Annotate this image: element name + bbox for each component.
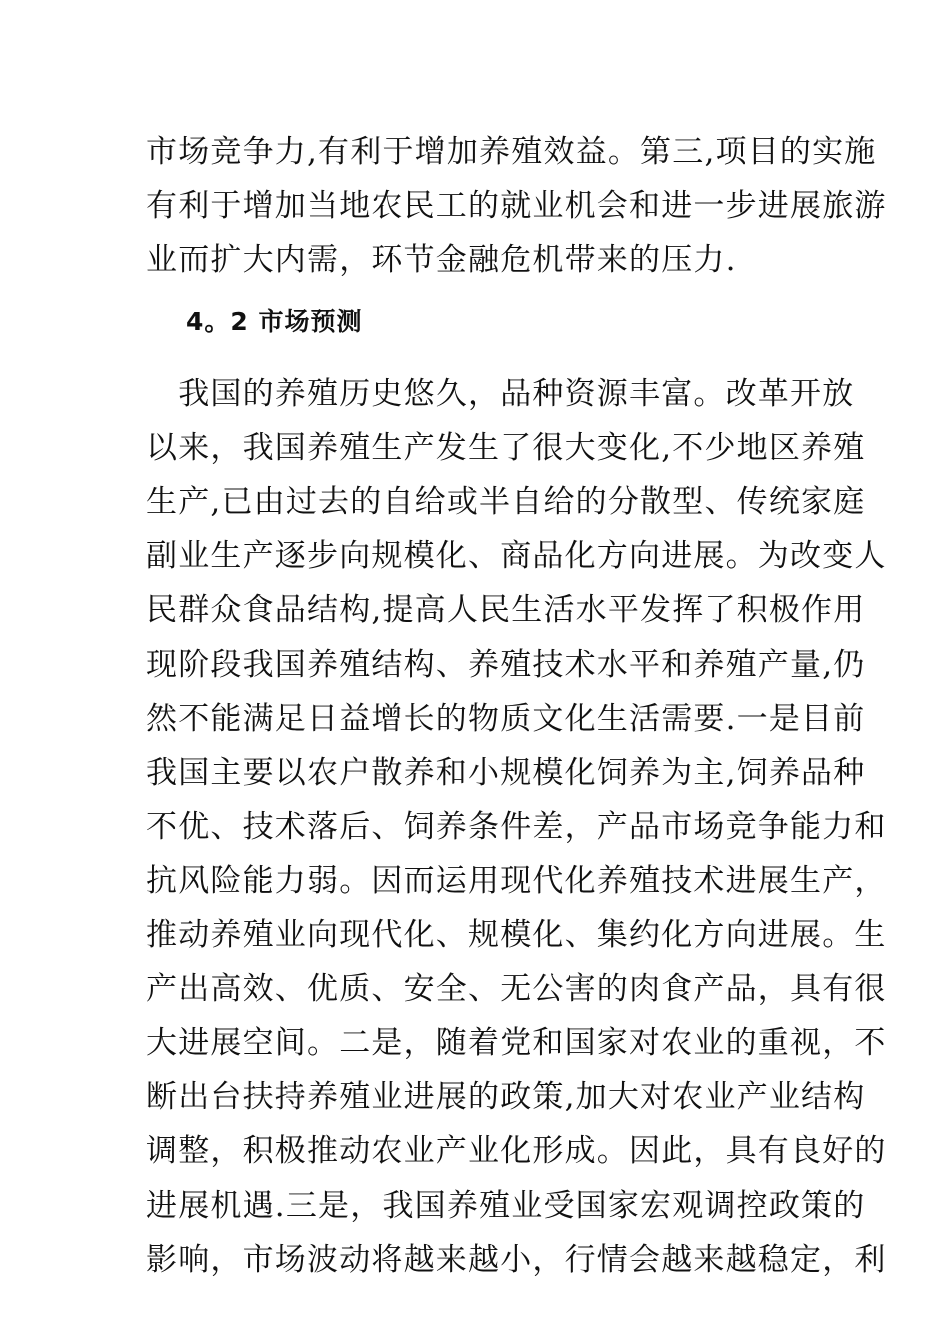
text-line: 然不能满足日益增长的物质文化生活需要.一是目前 [146, 701, 866, 737]
text-line: 我国主要以农户散养和小规模化饲养为主,饲养品种 [146, 755, 866, 791]
text-line: 市场竞争力,有利于增加养殖效益。第三,项目的实施 [146, 134, 877, 170]
text-line: 断出台扶持养殖业进展的政策,加大对农业产业结构 [146, 1079, 866, 1115]
text-line: 不优、技术落后、饲养条件差，产品市场竞争能力和 [146, 809, 887, 845]
text-line: 大进展空间。二是，随着党和国家对农业的重视，不 [146, 1025, 887, 1061]
text-line: 进展机遇.三是，我国养殖业受国家宏观调控政策的 [146, 1188, 866, 1224]
text-line: 有利于增加当地农民工的就业机会和进一步进展旅游 [146, 188, 887, 224]
text-line: 调整，积极推动农业产业化形成。因此，具有良好的 [146, 1133, 887, 1169]
text-line: 副业生产逐步向规模化、商品化方向进展。为改变人 [146, 538, 887, 574]
text-line: 抗风险能力弱。因而运用现代化养殖技术进展生产， [146, 863, 887, 899]
text-line: 以来，我国养殖生产发生了很大变化,不少地区养殖 [146, 430, 866, 466]
text-line: 产出高效、优质、安全、无公害的肉食产品，具有很 [146, 971, 887, 1007]
text-line: 我国的养殖历史悠久，品种资源丰富。改革开放 [146, 376, 855, 412]
text-line: 民群众食品结构,提高人民生活水平发挥了积极作用 [146, 592, 866, 628]
text-line: 生产,已由过去的自给或半自给的分散型、传统家庭 [146, 484, 866, 520]
text-line: 业而扩大内需，环节金融危机带来的压力. [146, 242, 737, 278]
text-line: 影响，市场波动将越来越小，行情会越来越稳定，利 [146, 1242, 887, 1278]
text-line: 现阶段我国养殖结构、养殖技术水平和养殖产量,仍 [146, 647, 866, 683]
text-line: 推动养殖业向现代化、规模化、集约化方向进展。生 [146, 917, 887, 953]
section-heading: 4。2 市场预测 [186, 307, 363, 336]
